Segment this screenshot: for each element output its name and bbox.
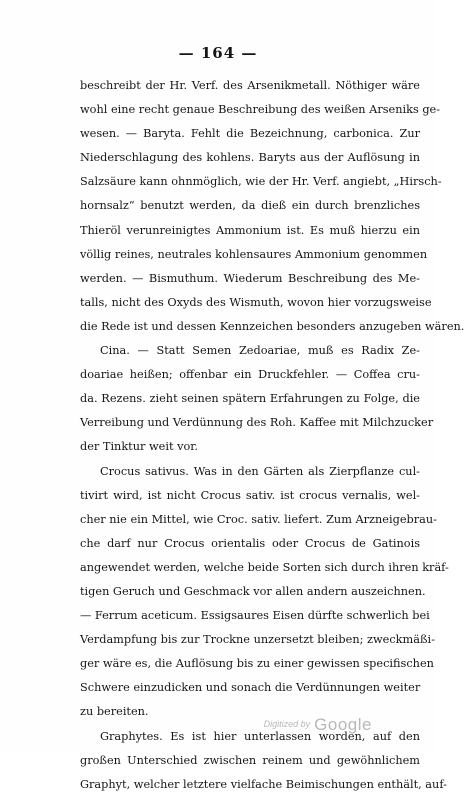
text-line: werden. — Bismuthum. Wiederum Beschreibung des Me- — [80, 271, 420, 285]
text-line: wesen. — Baryta. Fehlt die Bezeichnung, carbonica. Zur — [80, 127, 420, 141]
text-line: Crocus sativus. Was in den Gärten als Zierpflanze cul- — [100, 464, 420, 478]
text-line: Verdampfung bis zur Trockne unzersetzt bleiben; zweckmäßi- — [80, 633, 435, 647]
text-line: tivirt wird, ist nicht Crocus sativ. ist crocus vernalis, wel- — [80, 488, 420, 502]
text-line: da. Rezens. zieht seinen spätern Erfahrungen zu Folge, die — [80, 392, 420, 406]
text-line: Salzsäure kann ohnmöglich, wie der Hr. Verf. angiebt, „Hirsch- — [80, 175, 442, 189]
digitized-by-google-watermark — [0, 715, 436, 735]
text-line: doariae heißen; offenbar ein Druckfehler. — Coffea cru- — [80, 368, 420, 382]
text-line: angewendet werden, welche beide Sorten sich durch ihren kräf- — [80, 560, 449, 574]
text-line: völlig reines, neutrales kohlensaures Ammonium genommen — [80, 247, 428, 261]
watermark-caption: Digitized by — [263, 719, 311, 729]
text-line: der Tinktur weit vor. — [80, 440, 199, 454]
text-line: cher nie ein Mittel, wie Croc. sativ. liefert. Zum Arzneigebrau- — [80, 512, 437, 526]
page-number: — 164 — — [178, 44, 258, 62]
body-text — [80, 74, 464, 797]
text-line: Graphytes. Es ist hier unterlassen worden, auf den — [100, 729, 420, 743]
text-line: Verreibung und Verdünnung des Roh. Kaffee mit Milchzucker — [80, 416, 434, 430]
text-line: großen Unterschied zwischen reinem und gewöhnlichem — [80, 753, 420, 767]
google-logo: Google — [314, 715, 372, 734]
text-line: hornsalz“ benutzt werden, da dieß ein durch brenzliches — [80, 199, 420, 213]
text-line: che darf nur Crocus orientalis oder Crocus de Gatinois — [80, 536, 420, 550]
text-line: Cina. — Statt Semen Zedoariae, muß es Radix Ze- — [100, 344, 420, 358]
text-line: talls, nicht des Oxyds des Wismuth, wovon hier vorzugsweise — [80, 295, 432, 309]
text-line: ger wäre es, die Auflösung bis zu einer gewissen specifischen — [80, 657, 434, 671]
text-line: zu bereiten. — [80, 705, 149, 719]
text-line: die Rede ist und dessen Kennzeichen besonders anzugeben wären. — [80, 319, 464, 333]
text-line: Schwere einzudicken und sonach die Verdünnungen weiter — [80, 681, 421, 695]
text-line: Niederschlagung des kohlens. Baryts aus der Auflösung in — [80, 151, 420, 165]
text-line: tigen Geruch und Geschmack vor allen andern auszeichnen. — [80, 584, 426, 598]
text-line: Thieröl verunreinigtes Ammonium ist. Es muß hierzu ein — [80, 223, 420, 237]
text-line: beschreibt der Hr. Verf. des Arsenikmetall. Nöthiger wäre — [80, 79, 420, 92]
text-line: — Ferrum aceticum. Essigsaures Eisen dürfte schwerlich bei — [80, 609, 430, 623]
text-line: Graphyt, welcher letztere vielfache Beimischungen enthält, auf- — [80, 777, 447, 791]
text-line: wohl eine recht genaue Beschreibung des weißen Arseniks ge- — [80, 103, 441, 117]
